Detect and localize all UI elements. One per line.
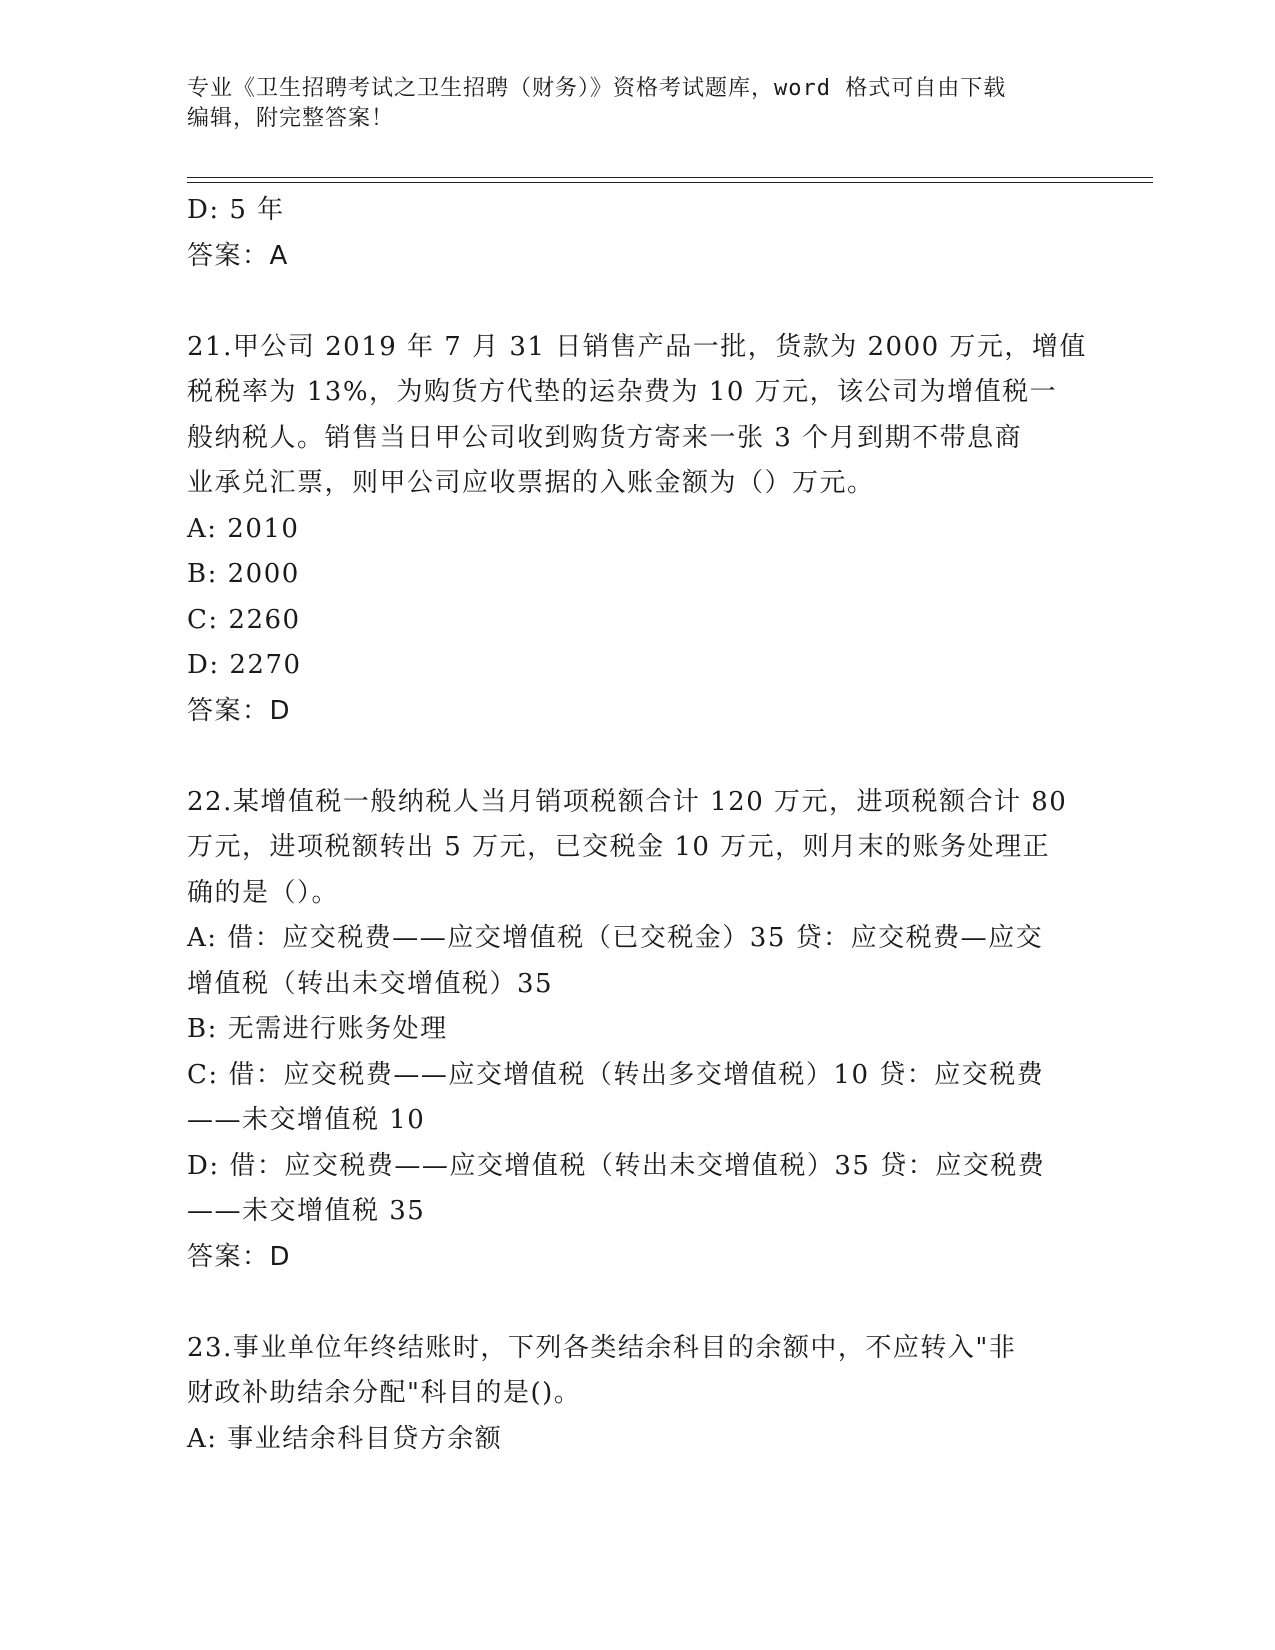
q22-option-a-line: A: 借：应交税费——应交增值税（已交税金）35 贷：应交税费—应交 (187, 923, 1044, 953)
q22-option-a-line: 增值税（转出未交增值税）35 (187, 968, 554, 999)
q22-option-b: B: 无需进行账务处理 (187, 1014, 448, 1044)
question-23 (187, 1326, 1087, 1463)
header-line-1: 专业《卫生招聘考试之卫生招聘（财务）》资格考试题库，word 格式可自由下载 (187, 76, 1007, 101)
document-header (187, 74, 1087, 134)
q22-answer: 答案：D (187, 1241, 292, 1272)
q21-stem-line: 21.甲公司 2019 年 7 月 31 日销售产品一批，货款为 2000 万元，增值 (187, 331, 1087, 362)
q20-answer: 答案：A (187, 240, 289, 271)
q22-option-c-line: C: 借：应交税费——应交增值税（转出多交增值税）10 贷：应交税费 (187, 1059, 1045, 1090)
q21-option-d: D: 2270 (187, 650, 302, 680)
spacer (187, 1280, 1087, 1326)
q22-option-d-line: D: 借：应交税费——应交增值税（转出未交增值税）35 贷：应交税费 (187, 1150, 1046, 1181)
question-21 (187, 325, 1087, 735)
q23-stem-line: 财政补助结余分配"科目的是()。 (187, 1378, 582, 1408)
spacer (187, 734, 1087, 780)
spacer (187, 279, 1087, 325)
document-body (187, 188, 1087, 1462)
q22-stem-line: 22.某增值税一般纳税人当月销项税额合计 120 万元，进项税额合计 80 (187, 786, 1068, 817)
q22-stem-line: 确的是（）。 (187, 877, 340, 908)
q21-stem-line: 般纳税人。销售当日甲公司收到购货方寄来一张 3 个月到期不带息商 (187, 422, 1023, 453)
q21-stem-line: 业承兑汇票，则甲公司应收票据的入账金额为（）万元。 (187, 468, 875, 498)
q21-stem-line: 税税率为 13%，为购货方代垫的运杂费为 10 万元，该公司为增值税一 (187, 377, 1058, 407)
header-divider-bottom (187, 182, 1153, 183)
header-line-2: 编辑，附完整答案！ (187, 106, 395, 131)
q21-option-c: C: 2260 (187, 604, 301, 635)
q21-answer: 答案：D (187, 695, 292, 726)
q20-option-d: D: 5 年 (187, 195, 285, 225)
header-divider-top (187, 177, 1153, 178)
q23-stem-line: 23.事业单位年终结账时，下列各类结余科目的余额中，不应转入"非 (187, 1332, 1017, 1363)
q23-option-a: A: 事业结余科目贷方余额 (187, 1423, 503, 1454)
q22-option-d-line: ——未交增值税 35 (187, 1196, 426, 1226)
q22-stem-line: 万元，进项税额转出 5 万元，已交税金 10 万元，则月末的账务处理正 (187, 832, 1051, 862)
q21-option-a: A: 2010 (187, 513, 300, 544)
question-22 (187, 780, 1087, 1281)
q21-option-b: B: 2000 (187, 559, 300, 589)
q22-option-c-line: ——未交增值税 10 (187, 1105, 426, 1135)
